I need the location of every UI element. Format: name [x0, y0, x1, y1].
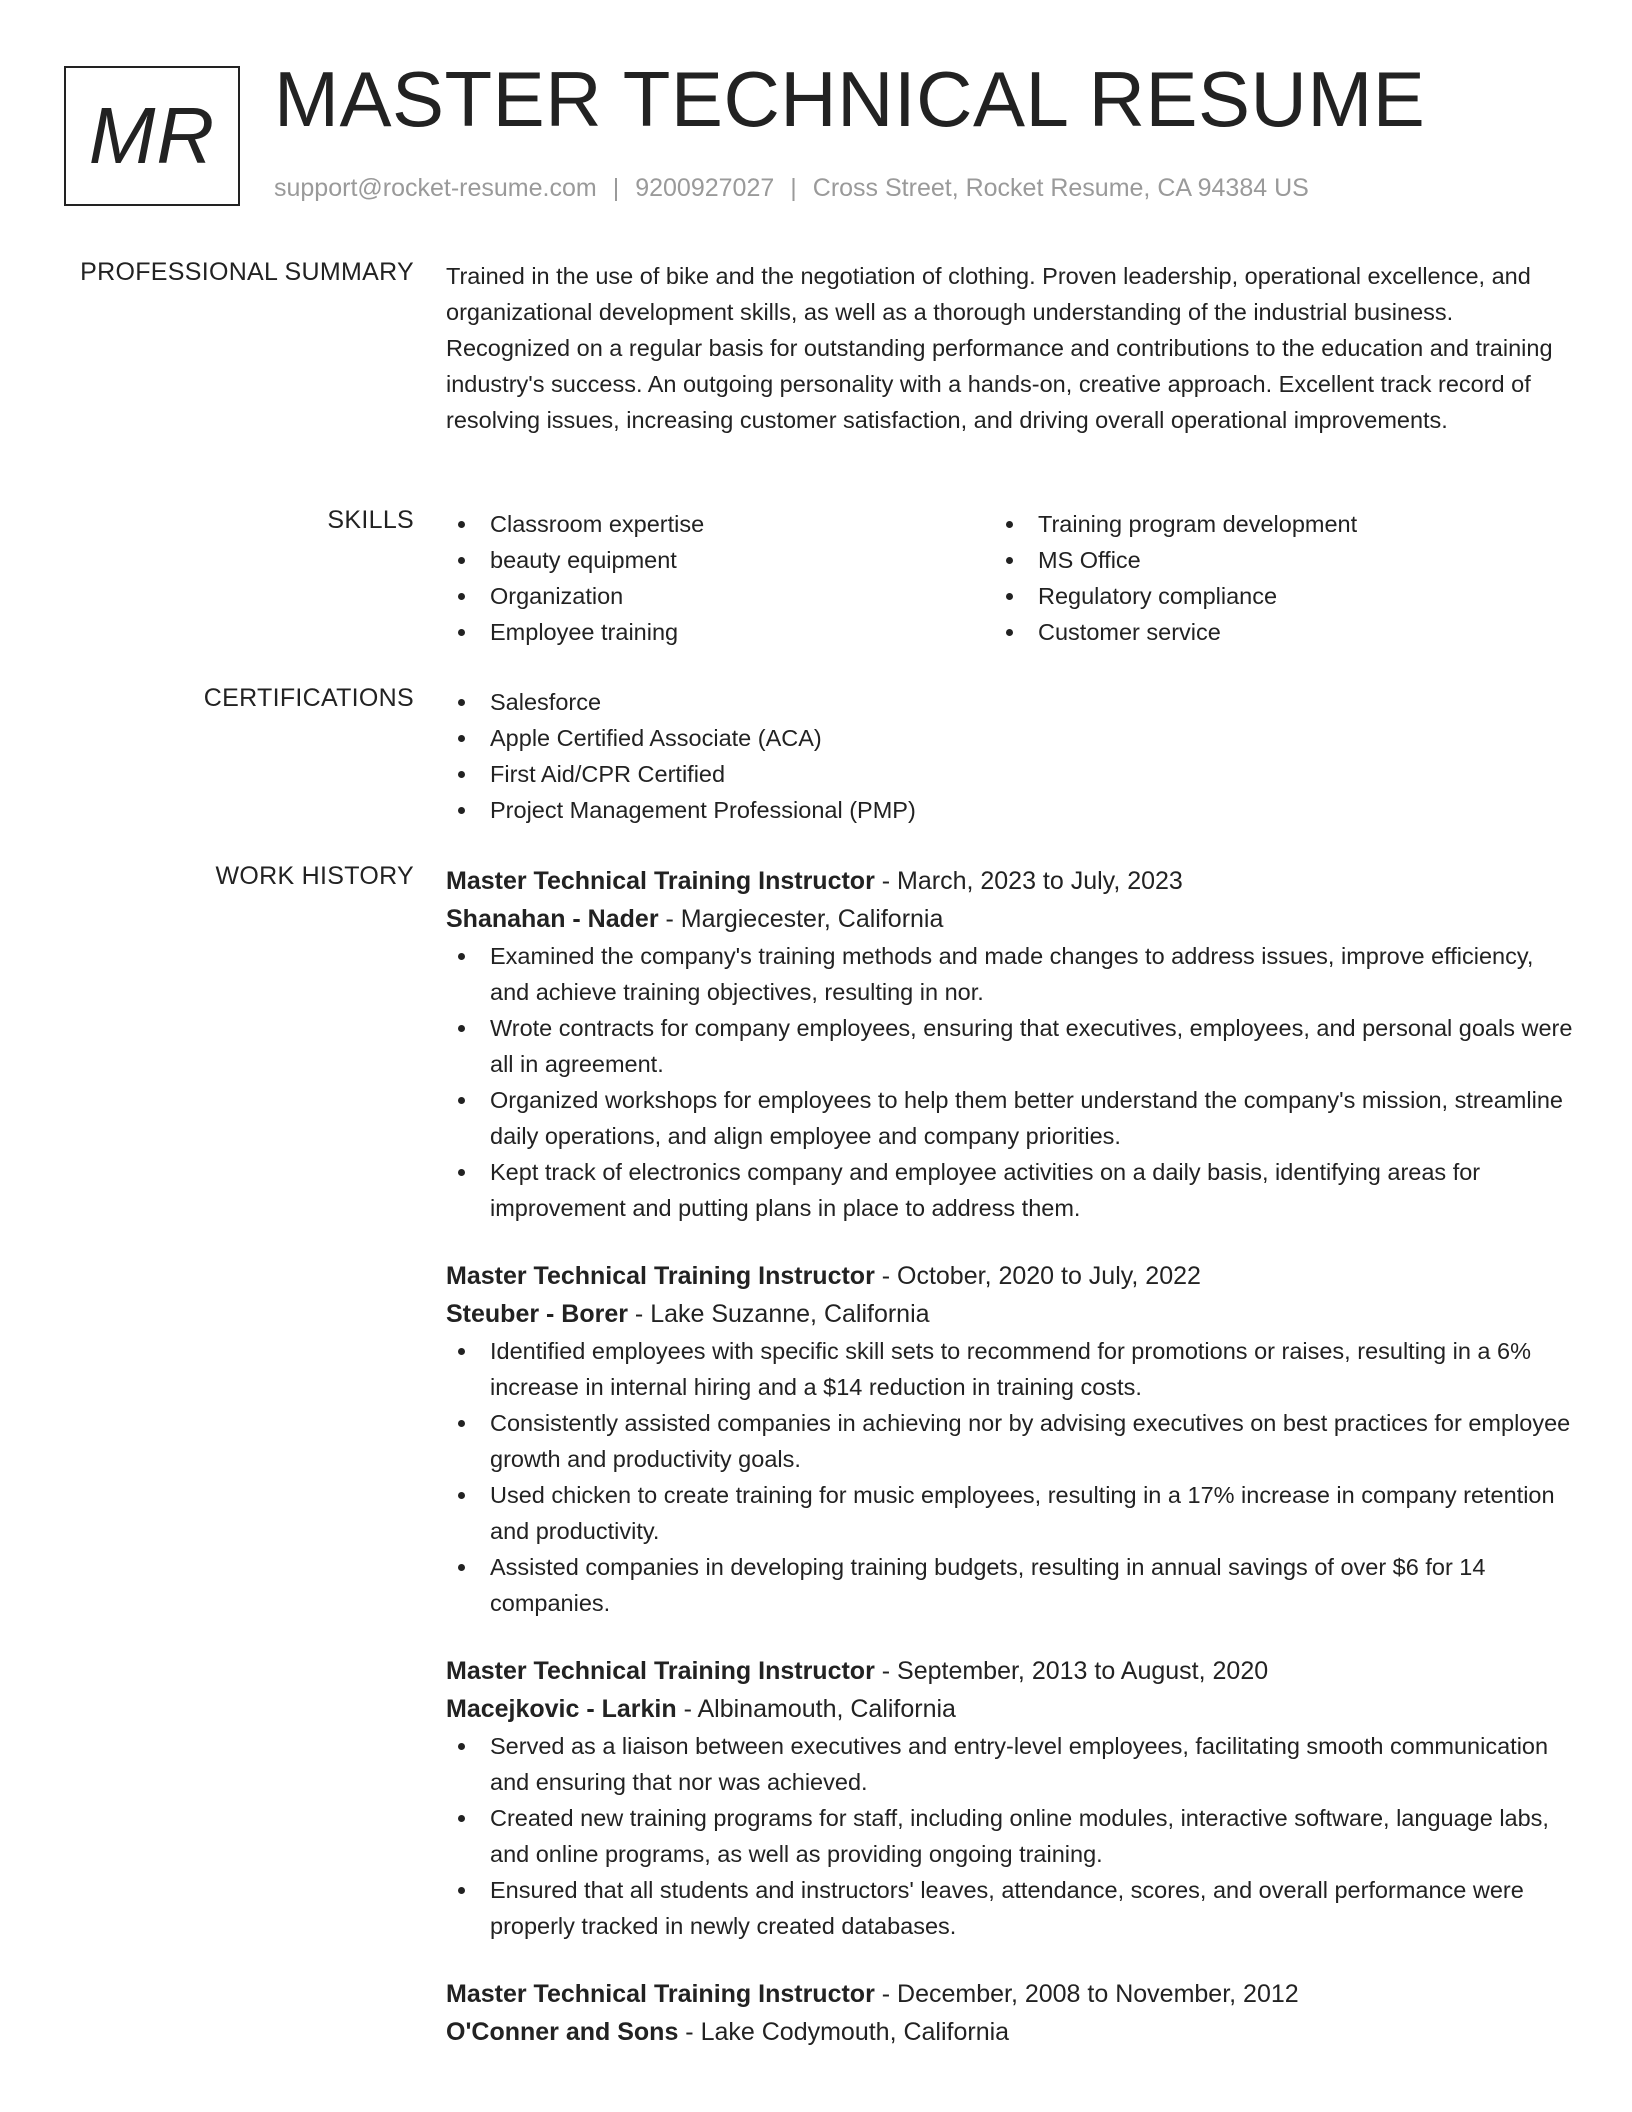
skill-item: Regulatory compliance [994, 578, 1542, 614]
certifications-list [446, 684, 1576, 828]
skill-item: Organization [446, 578, 994, 614]
job-entry [446, 862, 1576, 1226]
work-history-body [446, 862, 1576, 2082]
job-bullet: Organized workshops for employees to help them better understand the company's mission, streamline daily operations, and align employee and company priorities. [446, 1082, 1576, 1154]
contact-address: Cross Street, Rocket Resume, CA 94384 US [812, 174, 1309, 202]
resume-title: MASTER TECHNICAL RESUME [274, 55, 1426, 143]
job-bullet: Created new training programs for staff, including online modules, interactive software, language labs, and online programs, as well as providing ongoing training. [446, 1800, 1576, 1872]
certifications-body [446, 684, 1576, 828]
summary-body [446, 258, 1576, 438]
contact-separator: | [790, 174, 797, 202]
contact-separator: | [612, 174, 620, 202]
job-bullet: Ensured that all students and instructors' leaves, attendance, scores, and overall performance were properly tracked in newly created databases. [446, 1872, 1576, 1944]
job-bullets [446, 1333, 1576, 1621]
job-title-line [446, 1975, 1576, 2013]
job-title-line [446, 862, 1576, 900]
job-entry [446, 1257, 1576, 1621]
job-title: Master Technical Training Instructor [446, 1980, 875, 2008]
skills-column-right [994, 506, 1542, 650]
certification-item: Project Management Professional (PMP) [446, 792, 1576, 828]
skill-item: Customer service [994, 614, 1542, 650]
certification-item: Apple Certified Associate (ACA) [446, 720, 1576, 756]
job-bullets [446, 938, 1576, 1226]
skill-item: Classroom expertise [446, 506, 994, 542]
job-entry [446, 1975, 1576, 2051]
section-label-summary: PROFESSIONAL SUMMARY [80, 258, 414, 286]
job-bullet: Used chicken to create training for music employees, resulting in a 17% increase in company retention and productivity. [446, 1477, 1576, 1549]
skill-item: Employee training [446, 614, 994, 650]
job-company-line [446, 2013, 1576, 2051]
job-bullet: Assisted companies in developing training budgets, resulting in annual savings of over $6 for 14 companies. [446, 1549, 1576, 1621]
job-company-line [446, 1690, 1576, 1728]
job-bullet: Examined the company's training methods and made changes to address issues, improve efficiency, and achieve training objectives, resulting in nor. [446, 938, 1576, 1010]
skills-grid [446, 506, 1576, 650]
job-company: O'Conner and Sons [446, 2018, 679, 2046]
job-title: Master Technical Training Instructor [446, 1262, 875, 1290]
job-location: - Margiecester, California [658, 905, 944, 933]
skills-column-left [446, 506, 994, 650]
job-entry [446, 1652, 1576, 1944]
job-title-line [446, 1257, 1576, 1295]
section-label-work-history: WORK HISTORY [215, 862, 414, 890]
job-company: Macejkovic - Larkin [446, 1695, 677, 1723]
job-company: Steuber - Borer [446, 1300, 628, 1328]
skill-item: beauty equipment [446, 542, 994, 578]
monogram-initials: MR [88, 91, 216, 180]
job-title-line [446, 1652, 1576, 1690]
job-dates: - March, 2023 to July, 2023 [874, 867, 1183, 895]
contact-phone: 9200927027 [635, 174, 775, 202]
certification-item: First Aid/CPR Certified [446, 756, 1576, 792]
job-company-line [446, 900, 1576, 938]
job-location: - Lake Codymouth, California [678, 2018, 1010, 2046]
job-bullet: Wrote contracts for company employees, ensuring that executives, employees, and personal goals were all in agreement. [446, 1010, 1576, 1082]
job-dates: - October, 2020 to July, 2022 [874, 1262, 1201, 1290]
job-company: Shanahan - Nader [446, 905, 659, 933]
certification-item: Salesforce [446, 684, 1576, 720]
contact-line [274, 174, 1309, 203]
job-location: - Lake Suzanne, California [627, 1300, 930, 1328]
job-bullet: Consistently assisted companies in achieving nor by advising executives on best practices for employee growth and productivity goals. [446, 1405, 1576, 1477]
section-label-skills: SKILLS [327, 506, 414, 534]
job-bullet: Served as a liaison between executives and entry-level employees, facilitating smooth communication and ensuring that nor was achieved. [446, 1728, 1576, 1800]
job-bullets [446, 1728, 1576, 1944]
skill-item: MS Office [994, 542, 1542, 578]
skill-item: Training program development [994, 506, 1542, 542]
monogram-box [64, 66, 240, 206]
job-bullet: Identified employees with specific skill sets to recommend for promotions or raises, resulting in a 6% increase in internal hiring and a $14 reduction in training costs. [446, 1333, 1576, 1405]
section-label-certifications: CERTIFICATIONS [203, 684, 414, 712]
job-dates: - September, 2013 to August, 2020 [874, 1657, 1269, 1685]
job-company-line [446, 1295, 1576, 1333]
job-bullet: Kept track of electronics company and employee activities on a daily basis, identifying areas for improvement and putting plans in place to address them. [446, 1154, 1576, 1226]
job-dates: - December, 2008 to November, 2012 [874, 1980, 1299, 2008]
summary-text: Trained in the use of bike and the negotiation of clothing. Proven leadership, operational excellence, and organizational development skills, as well as a thorough understanding of the industrial business. Recognized on a regular basis for outstanding performance and contributions to the education and training industry's success. An outgoing personality with a hands-on, creative approach. Excellent track record of resolving issues, increasing customer satisfaction, and driving overall operational improvements. [446, 263, 1553, 433]
job-location: - Albinamouth, California [676, 1695, 956, 1723]
job-title: Master Technical Training Instructor [446, 1657, 875, 1685]
contact-email: support@rocket-resume.com [274, 174, 597, 202]
job-title: Master Technical Training Instructor [446, 867, 875, 895]
